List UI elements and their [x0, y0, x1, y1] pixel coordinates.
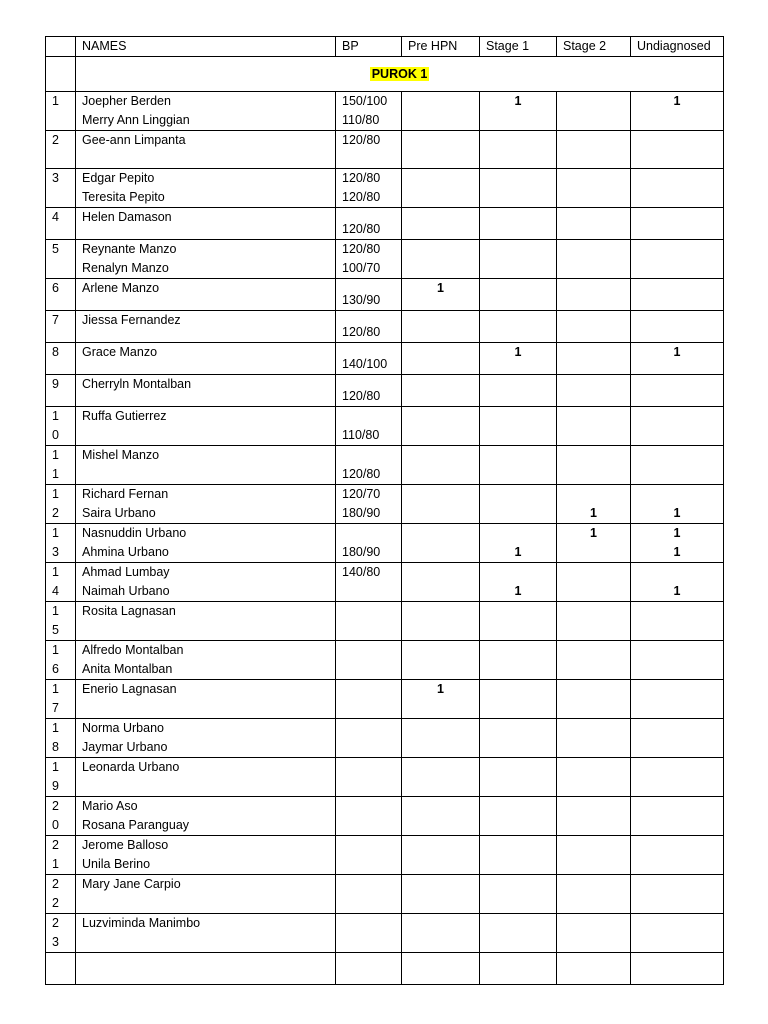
row-stage-2 [557, 446, 631, 485]
row-number: 7 [46, 311, 76, 343]
table-row [46, 797, 724, 836]
row-stage-2 [557, 680, 631, 719]
row-pre-hpn [402, 92, 480, 131]
row-bp: 120/80 [336, 131, 402, 169]
row-undiagnosed [631, 914, 724, 953]
row-names: Leonarda Urbano [76, 758, 336, 797]
row-bp: 120/80 [336, 311, 402, 343]
row-undiagnosed [631, 446, 724, 485]
row-stage-2: 1 [557, 485, 631, 524]
row-stage-1 [480, 953, 557, 985]
row-bp [336, 641, 402, 680]
table-row [46, 446, 724, 485]
row-stage-1: 1 [480, 524, 557, 563]
row-names [76, 953, 336, 985]
row-number: 1 9 [46, 758, 76, 797]
row-undiagnosed: 1 [631, 485, 724, 524]
row-stage-1 [480, 602, 557, 641]
row-names: Enerio Lagnasan [76, 680, 336, 719]
row-stage-2 [557, 914, 631, 953]
row-undiagnosed [631, 680, 724, 719]
table-row [46, 169, 724, 208]
row-names: Richard Fernan Saira Urbano [76, 485, 336, 524]
row-undiagnosed [631, 602, 724, 641]
section-title: PUROK 1 [371, 66, 428, 81]
row-stage-2 [557, 279, 631, 311]
row-pre-hpn [402, 797, 480, 836]
header-pre-hpn: Pre HPN [402, 37, 480, 57]
row-stage-2 [557, 953, 631, 985]
row-number: 1 6 [46, 641, 76, 680]
row-stage-1 [480, 375, 557, 407]
row-undiagnosed [631, 953, 724, 985]
row-undiagnosed [631, 641, 724, 680]
row-undiagnosed: 1 [631, 563, 724, 602]
table-row [46, 208, 724, 240]
table-row [46, 311, 724, 343]
row-stage-2 [557, 208, 631, 240]
row-number: 6 [46, 279, 76, 311]
hypertension-table [45, 36, 724, 985]
row-pre-hpn [402, 131, 480, 169]
row-stage-2 [557, 758, 631, 797]
row-stage-2 [557, 836, 631, 875]
row-number: 1 5 [46, 602, 76, 641]
row-bp: 120/80 120/80 [336, 169, 402, 208]
row-number [46, 953, 76, 985]
table-row [46, 92, 724, 131]
row-stage-1: 1 [480, 563, 557, 602]
row-undiagnosed [631, 875, 724, 914]
header-number [46, 37, 76, 57]
row-number: 3 [46, 169, 76, 208]
row-number: 1 0 [46, 407, 76, 446]
row-stage-1 [480, 407, 557, 446]
header-stage-2: Stage 2 [557, 37, 631, 57]
row-pre-hpn [402, 311, 480, 343]
row-pre-hpn [402, 563, 480, 602]
section-blank-cell [46, 57, 76, 92]
row-bp: 140/100 [336, 343, 402, 375]
row-bp: 120/80 [336, 208, 402, 240]
row-names: Jerome Balloso Unila Berino [76, 836, 336, 875]
table-row [46, 875, 724, 914]
row-stage-2 [557, 875, 631, 914]
row-number: 8 [46, 343, 76, 375]
table-row [46, 641, 724, 680]
row-undiagnosed [631, 758, 724, 797]
row-stage-1: 1 [480, 343, 557, 375]
row-stage-1 [480, 914, 557, 953]
row-names: Edgar Pepito Teresita Pepito [76, 169, 336, 208]
row-number: 1 1 [46, 446, 76, 485]
row-bp: 180/90 [336, 524, 402, 563]
header-undiagnosed: Undiagnosed [631, 37, 724, 57]
table-row [46, 407, 724, 446]
row-bp: 110/80 [336, 407, 402, 446]
row-undiagnosed [631, 169, 724, 208]
row-bp: 120/80 [336, 375, 402, 407]
row-pre-hpn [402, 208, 480, 240]
row-bp: 120/80 100/70 [336, 240, 402, 279]
row-stage-2 [557, 131, 631, 169]
row-number: 9 [46, 375, 76, 407]
row-stage-2 [557, 240, 631, 279]
row-pre-hpn [402, 169, 480, 208]
row-pre-hpn [402, 875, 480, 914]
row-bp [336, 914, 402, 953]
row-number: 1 [46, 92, 76, 131]
row-stage-1 [480, 279, 557, 311]
row-stage-2 [557, 563, 631, 602]
row-bp [336, 797, 402, 836]
row-stage-2 [557, 602, 631, 641]
row-pre-hpn [402, 641, 480, 680]
row-pre-hpn [402, 524, 480, 563]
row-stage-1 [480, 641, 557, 680]
row-number: 2 1 [46, 836, 76, 875]
header-bp: BP [336, 37, 402, 57]
section-title-cell [76, 57, 724, 92]
row-pre-hpn [402, 343, 480, 375]
row-names: Helen Damason [76, 208, 336, 240]
row-names: Ahmad Lumbay Naimah Urbano [76, 563, 336, 602]
row-names: Cherryln Montalban [76, 375, 336, 407]
row-names: Reynante Manzo Renalyn Manzo [76, 240, 336, 279]
row-names: Norma Urbano Jaymar Urbano [76, 719, 336, 758]
table-row [46, 836, 724, 875]
row-names: Joepher Berden Merry Ann Linggian [76, 92, 336, 131]
row-stage-1 [480, 875, 557, 914]
row-bp: 120/70 180/90 [336, 485, 402, 524]
row-undiagnosed: 1 [631, 92, 724, 131]
row-number: 1 8 [46, 719, 76, 758]
row-stage-1 [480, 719, 557, 758]
row-stage-1 [480, 169, 557, 208]
table-row [46, 375, 724, 407]
row-number: 2 [46, 131, 76, 169]
row-names: Gee-ann Limpanta [76, 131, 336, 169]
row-undiagnosed [631, 375, 724, 407]
row-pre-hpn: 1 [402, 680, 480, 719]
table-row [46, 343, 724, 375]
row-number: 1 3 [46, 524, 76, 563]
row-pre-hpn [402, 485, 480, 524]
table-row [46, 914, 724, 953]
row-names: Mary Jane Carpio [76, 875, 336, 914]
row-bp [336, 836, 402, 875]
row-stage-2 [557, 797, 631, 836]
row-stage-1 [480, 311, 557, 343]
row-pre-hpn [402, 446, 480, 485]
row-pre-hpn [402, 602, 480, 641]
row-number: 5 [46, 240, 76, 279]
row-undiagnosed [631, 836, 724, 875]
row-names: Mario Aso Rosana Paranguay [76, 797, 336, 836]
row-pre-hpn [402, 719, 480, 758]
row-stage-1 [480, 758, 557, 797]
row-undiagnosed: 1 [631, 343, 724, 375]
row-pre-hpn [402, 375, 480, 407]
row-stage-2 [557, 407, 631, 446]
row-undiagnosed [631, 131, 724, 169]
table-row [46, 524, 724, 563]
section-row [46, 57, 724, 92]
row-stage-2 [557, 311, 631, 343]
row-number: 1 2 [46, 485, 76, 524]
row-stage-1 [480, 446, 557, 485]
row-pre-hpn: 1 [402, 279, 480, 311]
row-bp [336, 875, 402, 914]
row-bp [336, 680, 402, 719]
table-row [46, 240, 724, 279]
row-bp [336, 758, 402, 797]
row-stage-1 [480, 485, 557, 524]
header-row [46, 37, 724, 57]
table-row [46, 485, 724, 524]
row-stage-2 [557, 343, 631, 375]
header-names: NAMES [76, 37, 336, 57]
table-row [46, 758, 724, 797]
row-number: 1 4 [46, 563, 76, 602]
row-undiagnosed [631, 208, 724, 240]
row-number: 2 2 [46, 875, 76, 914]
header-stage-1: Stage 1 [480, 37, 557, 57]
table-row [46, 279, 724, 311]
row-names: Arlene Manzo [76, 279, 336, 311]
row-stage-2 [557, 375, 631, 407]
row-pre-hpn [402, 914, 480, 953]
row-stage-2 [557, 719, 631, 758]
row-pre-hpn [402, 407, 480, 446]
table-row [46, 563, 724, 602]
row-stage-2: 1 [557, 524, 631, 563]
row-bp: 130/90 [336, 279, 402, 311]
table-row [46, 680, 724, 719]
table-row [46, 131, 724, 169]
row-bp [336, 602, 402, 641]
row-undiagnosed: 1 1 [631, 524, 724, 563]
row-undiagnosed [631, 407, 724, 446]
row-names: Luzviminda Manimbo [76, 914, 336, 953]
row-stage-1: 1 [480, 92, 557, 131]
row-stage-1 [480, 680, 557, 719]
row-bp: 120/80 [336, 446, 402, 485]
row-bp [336, 953, 402, 985]
row-names: Nasnuddin Urbano Ahmina Urbano [76, 524, 336, 563]
row-names: Grace Manzo [76, 343, 336, 375]
row-stage-1 [480, 240, 557, 279]
table-row [46, 953, 724, 985]
row-undiagnosed [631, 719, 724, 758]
row-undiagnosed [631, 797, 724, 836]
row-names: Alfredo Montalban Anita Montalban [76, 641, 336, 680]
row-bp: 140/80 [336, 563, 402, 602]
row-stage-2 [557, 641, 631, 680]
row-number: 1 7 [46, 680, 76, 719]
table-row [46, 719, 724, 758]
row-undiagnosed [631, 311, 724, 343]
row-number: 2 0 [46, 797, 76, 836]
row-pre-hpn [402, 758, 480, 797]
row-pre-hpn [402, 240, 480, 279]
row-pre-hpn [402, 836, 480, 875]
row-undiagnosed [631, 279, 724, 311]
row-stage-2 [557, 92, 631, 131]
row-names: Rosita Lagnasan [76, 602, 336, 641]
row-stage-2 [557, 169, 631, 208]
row-names: Ruffa Gutierrez [76, 407, 336, 446]
row-stage-1 [480, 131, 557, 169]
row-undiagnosed [631, 240, 724, 279]
row-number: 2 3 [46, 914, 76, 953]
row-bp [336, 719, 402, 758]
row-names: Jiessa Fernandez [76, 311, 336, 343]
row-stage-1 [480, 797, 557, 836]
row-pre-hpn [402, 953, 480, 985]
row-number: 4 [46, 208, 76, 240]
row-bp: 150/100 110/80 [336, 92, 402, 131]
row-stage-1 [480, 836, 557, 875]
table-row [46, 602, 724, 641]
row-stage-1 [480, 208, 557, 240]
row-names: Mishel Manzo [76, 446, 336, 485]
